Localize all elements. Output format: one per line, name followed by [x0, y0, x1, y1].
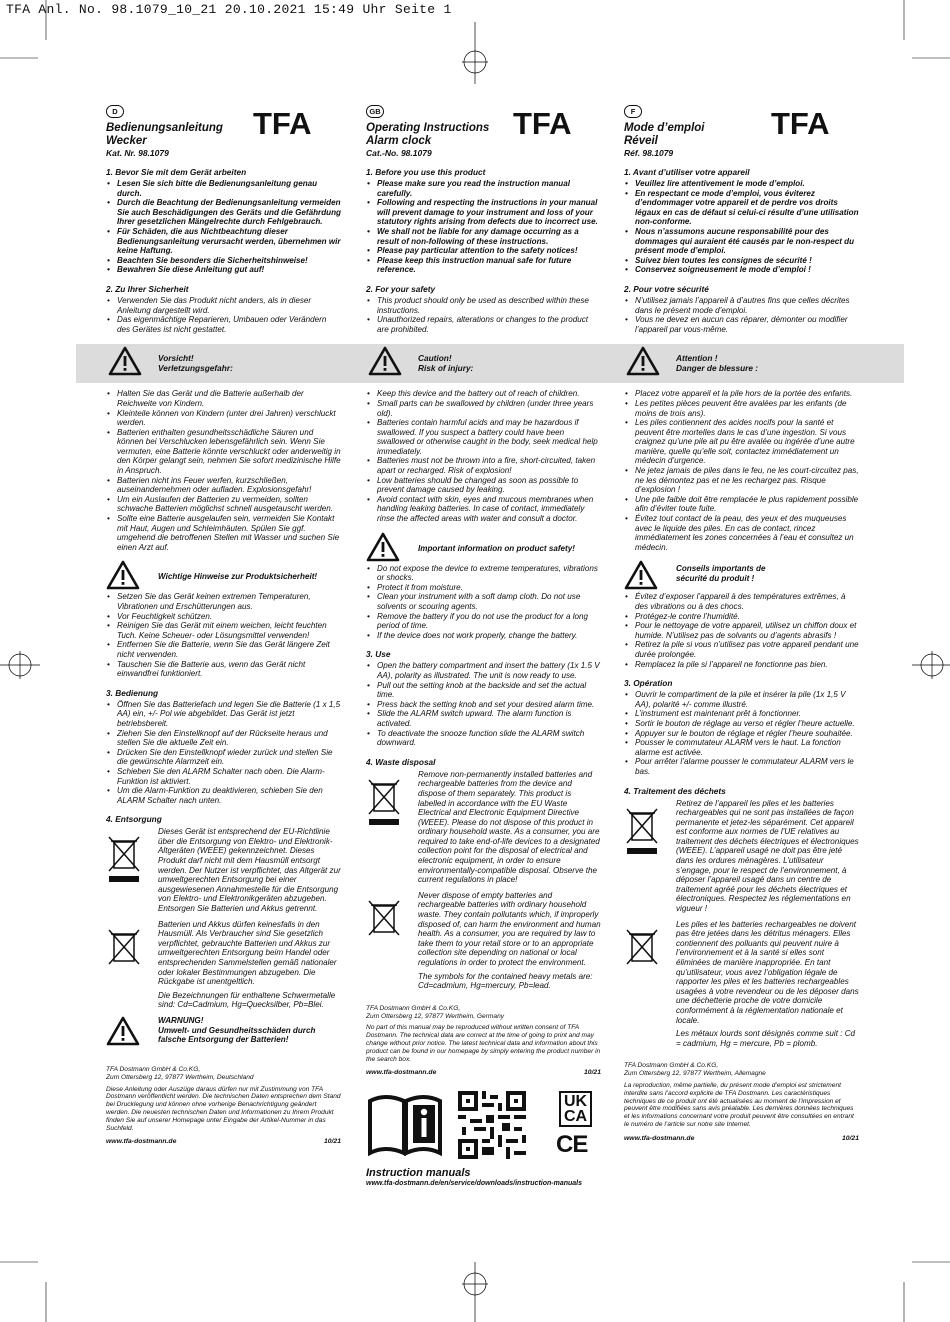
list-item: • This product should only be used as described within these instructions.: [377, 296, 601, 315]
list-item: • Retirez la pile si vous n’utilisez pas votre appareil pendant une durée prolongée.: [635, 640, 859, 659]
list-item: • Une pile faible doit être remplacée le plus rapidement possible afin d’éviter toute fuite.: [635, 495, 859, 514]
section-heading: 3. Bedienung: [106, 687, 159, 698]
ce-mark: CE: [556, 1131, 588, 1159]
section-heading: 1. Avant d’utiliser votre appareil: [624, 167, 750, 177]
caution-band: [76, 344, 361, 383]
list-item: • Clean your instrument with a soft damp cloth. Do not use solvents or scouring agents.: [377, 592, 601, 611]
battery-waste-block: [366, 891, 601, 991]
list-item: • Avoid contact with skin, eyes and mucous membranes when handling leaking batteries. In case of contact, immediately rinse the affected areas with water and consult a doctor.: [377, 495, 601, 524]
ukca-mark: UK CA: [559, 1091, 592, 1127]
list-item: • Protect it from moisture.: [377, 583, 601, 593]
section-heading: 1. Before you use this product: [366, 167, 486, 177]
battery-waste-block: [624, 920, 859, 1049]
list-item: • N’utilisez jamais l’appareil à d’autres fins que celles décrites dans le présent mode d’emploi.: [635, 296, 859, 315]
list-item: • L’instrument est maintenant prêt à fonctionner.: [635, 709, 859, 719]
language-badge: F: [624, 105, 642, 118]
section-heading: 2. For your safety: [366, 283, 436, 294]
warning-triangle-icon: [106, 1016, 140, 1046]
list-item: • Öffnen Sie das Batteriefach und legen Sie die Batterie (1 x 1,5 AA) ein, +/- Pol wie abgebildet. Das Gerät ist jetzt betriebsbereit.: [117, 700, 341, 729]
qr-code-icon[interactable]: [458, 1091, 526, 1159]
list-item: • Ne jetez jamais de piles dans le feu, ne les court-circuitez pas, ne les démontez pas et ne les rechargez pas. Risque d’explosion !: [635, 466, 859, 495]
section-heading: 3. Use: [366, 649, 391, 660]
section-heading: 2. Pour votre sécurité: [624, 283, 709, 294]
product-title: Alarm clock: [366, 135, 432, 147]
list-item: • Sollte eine Batterie ausgelaufen sein, vermeiden Sie Kontakt mit Haut, Augen und Schleimhäuten. Spülen Sie ggf. umgehend die betroffenen Stellen mit Wasser und suchen Sie einen Arzt auf.: [117, 514, 341, 552]
section-heading: 2. Zu Ihrer Sicherheit: [106, 283, 189, 294]
list-item: • Do not expose the device to extreme temperatures, vibrations or shocks.: [377, 564, 601, 583]
section-heading: 4. Entsorgung: [106, 814, 162, 825]
column-french: [624, 105, 859, 1143]
caution-band: [594, 344, 904, 383]
list-item: • Évitez tout contact de la peau, des yeux et des muqueuses avec le liquide des piles. En cas de contact, rincez immédiatement les zones concernées à l’eau et consultez un médecin.: [635, 514, 859, 552]
crossed-bin-icon: [366, 897, 402, 949]
product-safety-block: [624, 560, 859, 592]
battery-waste-block: [106, 920, 341, 1010]
environment-warning-block: [106, 1016, 341, 1048]
list-item: • If the device does not work properly, change the battery.: [377, 631, 601, 641]
crossed-bin-icon: [624, 926, 660, 978]
heavy-metals-text: The symbols for the contained heavy metals are: Cd=cadmium, Hg=mercury, Pb=lead.: [418, 971, 593, 991]
language-badge: GB: [366, 105, 384, 118]
list-item: • Batterien nicht ins Feuer werfen, kurzschließen, auseinandernehmen oder aufladen. Explosionsgefahr!: [117, 476, 341, 495]
caution-band: [336, 344, 621, 383]
crossed-bin-icon: [624, 805, 660, 857]
edition-date: 10/21: [323, 1138, 341, 1146]
legal-notice: Diese Anleitung oder Auszüge daraus dürfen nur mit Zustimmung von TFA Dostmann veröffentlicht werden. Die technischen Daten entsprechen dem Stand bei Drucklegung und können ohne vorherige Benachrichtigung geändert werden. Die neuesten technischen Daten und Informationen zu Ihrem Produkt finden Sie auf unserer Homepage unter Eingabe der Artikel-Nummer in das Suchfeld.: [106, 1085, 341, 1132]
list-item: • Um die Alarm-Funktion zu deaktivieren, schieben Sie den ALARM Schalter nach unten.: [117, 786, 341, 805]
list-item: • Slide the ALARM switch upward. The alarm function is activated.: [377, 709, 601, 728]
list-item: • Les piles contiennent des acides nocifs pour la santé et peuvent être mortelles dans le cas d’une ingestion. Si vous craignez qu’une pile ait pu être avalée ou ingérée d’une autre manière, quelle qu’elle soit, contactez immédiatement un médecin d’urgence.: [635, 418, 859, 466]
waste-block: [624, 799, 859, 914]
product-safety-block: [366, 532, 601, 564]
svg-text:TFA: TFA: [513, 108, 572, 138]
caution-subtitle: Danger de blessure :: [676, 363, 759, 374]
list-item: • Vor Feuchtigkeit schützen.: [117, 612, 341, 622]
svg-text:TFA: TFA: [253, 108, 312, 138]
list-item: • Remplacez la pile si l’appareil ne fonctionne pas bien.: [635, 660, 859, 670]
catalog-number: Réf. 98.1079: [624, 148, 674, 158]
list-item: • En respectant ce mode d’emploi, vous éviterez d’endommager votre appareil et de perdre vos droits légaux en cas de défaut si celui-ci résulte d’une utilisation non-conforme.: [635, 189, 859, 227]
list-item: • Please pay particular attention to the safety notices!: [377, 246, 601, 256]
section-heading: 1. Bevor Sie mit dem Gerät arbeiten: [106, 167, 247, 177]
caution-subtitle: Risk of injury:: [418, 363, 474, 374]
caution-title: Caution!: [418, 353, 452, 364]
column-english: [366, 105, 601, 1188]
product-title: Réveil: [624, 135, 658, 147]
instruction-manuals-url[interactable]: www.tfa-dostmann.de/en/service/downloads/instruction-manuals: [366, 1179, 582, 1187]
legal-notice: La reproduction, même partielle, du présent mode d’emploi est strictement interdite sans l’accord explicite de TFA Dostmann. Les caractéristiques techniques de ce produit ont été actualisées au moment de l’impression et peuvent être modifiées sans avis préalable. Les dernières données techniques et les informations concernant votre produit peuvent être consultées en entrant le numéro de l’article sur notre site Internet.: [624, 1081, 854, 1128]
edition-date: 10/21: [583, 1069, 601, 1077]
waste-block: [106, 827, 341, 913]
tfa-logo-icon: [253, 108, 341, 138]
list-item: • Veuillez lire attentivement le mode d’emploi.: [635, 179, 859, 189]
caution-title: Vorsicht!: [158, 353, 194, 364]
list-item: • Low batteries should be changed as soon as possible to prevent damage caused by leaking.: [377, 476, 601, 495]
list-item: • Bewahren Sie diese Anleitung gut auf!: [117, 265, 341, 275]
list-item: • Das eigenmächtige Reparieren, Umbauen oder Verändern des Gerätes ist nicht gestattet.: [117, 315, 341, 334]
section-heading: 4. Waste disposal: [366, 756, 436, 767]
website-link[interactable]: www.tfa-dostmann.de: [106, 1138, 177, 1146]
list-item: • Pull out the setting knob at the backside and set the actual time.: [377, 681, 601, 700]
list-item: • Reinigen Sie das Gerät mit einem weichen, leicht feuchten Tuch. Keine Scheuer- oder Lösungsmittel verwenden!: [117, 621, 341, 640]
list-item: • Pour arrêter l’alarme pousser le commutateur ALARM vers le bas.: [635, 757, 859, 776]
list-item: • Verwenden Sie das Produkt nicht anders, als in dieser Anleitung dargestellt wird.: [117, 296, 341, 315]
list-item: • Um ein Auslaufen der Batterien zu vermeiden, sollten schwache Batterien möglichst schnell ausgetauscht werden.: [117, 495, 341, 514]
waste-text: Dieses Gerät ist entsprechend der EU-Richtlinie über die Entsorgung von Elektro- und Elektronik-Altgeräten (WEEE) gekennzeichnet. Dieses Produkt darf nicht mit dem Hausmüll entsorgt werden. Der Nutzer ist verpflichtet, das Altgerät zur umweltgerechten Entsorgung bei einer ausgewiesenen Annahmestelle für die Entsorgung von Elektro- und Elektronikgeräten abzugeben. Entsorgen Sie Batterien und Akkus getrennt.: [158, 827, 341, 914]
catalog-number: Cat.-No. 98.1079: [366, 148, 432, 158]
list-item: • Ziehen Sie den Einstellknopf auf der Rückseite heraus und stellen Sie die aktuelle Zeit ein.: [117, 729, 341, 748]
print-header-line: TFA Anl. No. 98.1079_10_21 20.10.2021 15:49 Uhr Seite 1: [6, 2, 452, 17]
crossed-bin-icon: [106, 926, 142, 978]
company-name: TFA Dostmann GmbH & Co.KG,: [106, 1065, 201, 1073]
website-link[interactable]: www.tfa-dostmann.de: [366, 1069, 437, 1077]
manual-book-info-icon: [366, 1091, 444, 1157]
list-item: • Appuyer sur le bouton de réglage et régler l’heure souhaitée.: [635, 729, 859, 739]
warning-title: WARNUNG!: [158, 1015, 204, 1025]
crossed-bin-icon: [366, 776, 402, 828]
tfa-logo-icon: [771, 108, 859, 138]
list-item: • Durch die Beachtung der Bedienungsanleitung vermeiden Sie auch Beschädigungen des Geräts und die Gefährdung Ihrer gesetzlichen Mängelrechte durch Fehlgebrauch.: [117, 198, 341, 227]
list-item: • Nous n’assumons aucune responsabilité pour des dommages qui auraient été causés par le non-respect du présent mode d’emploi.: [635, 227, 859, 256]
product-safety-title: Conseils importants de sécurité du produit !: [676, 564, 766, 583]
list-item: • Halten Sie das Gerät und die Batterie außerhalb der Reichweite von Kindern.: [117, 389, 341, 408]
list-item: • To deactivate the snooze function slide the ALARM switch downward.: [377, 729, 601, 748]
list-item: • Protégez-le contre l’humidité.: [635, 612, 859, 622]
list-item: • Les petites pièces peuvent être avalées par les enfants (de moins de trois ans).: [635, 399, 859, 418]
list-item: • Lesen Sie sich bitte die Bedienungsanleitung genau durch.: [117, 179, 341, 198]
battery-waste-text: Batterien und Akkus dürfen keinesfalls in den Hausmüll. Als Verbraucher sind Sie gesetzlich verpflichtet, gebrauchte Batterien und Akkus zur umweltgerechten Entsorgung beim Handel oder entsprechenden Sammelstellen gemäß nationaler oder lokaler Bestimmungen abzugeben. Die Rückgabe ist unentgeltlich.: [158, 919, 337, 987]
list-item: • Please make sure you read the instruction manual carefully.: [377, 179, 601, 198]
waste-block: [366, 770, 601, 885]
heavy-metals-text: Les métaux lourds sont désignés comme suit : Cd = cadmium, Hg = mercure, Pb = plomb.: [676, 1029, 856, 1048]
product-safety-block: [106, 560, 341, 592]
list-item: • Batteries must not be thrown into a fire, short-circuited, taken apart or recharged. Risk of explosion!: [377, 456, 601, 475]
svg-text:TFA: TFA: [771, 108, 830, 138]
list-item: • Für Schäden, die aus Nichtbeachtung dieser Bedienungsanleitung verursacht werden, übernehmen wir keine Haftung.: [117, 227, 341, 256]
list-item: • Schieben Sie den ALARM Schalter nach oben. Die Alarm-Funktion ist aktiviert.: [117, 767, 341, 786]
column-german: [106, 105, 341, 1146]
waste-text: Retirez de l’appareil les piles et les batteries rechargeables qui ne sont pas installées de façon permanente et jetez-les séparément. Cet appareil est conforme aux normes de l’UE relatives au traitement des déchets électriques et électroniques (WEEE). L’appareil usagé ne doit pas être jeté dans les ordures ménagères. L’utilisateur s’engage, pour le respect de l’environnement, à déposer l’appareil usagé dans un centre de traitement agréé pour les déchets électriques et électroniques. Respectez les réglementations en vigueur !: [676, 798, 859, 914]
catalog-number: Kat. Nr. 98.1079: [106, 148, 169, 158]
warning-text: Umwelt- und Gesundheitsschäden durch falsche Entsorgung der Batterien!: [158, 1025, 316, 1045]
list-item: • We shall not be liable for any damage occurring as a result of non-following of these instructions.: [377, 227, 601, 246]
caution-title: Attention !: [676, 353, 718, 364]
manual-title: Bedienungsanleitung: [106, 122, 223, 134]
company-address: Zum Ottersberg 12, 97877 Wertheim, Deutschland: [106, 1073, 254, 1081]
warning-triangle-icon: [108, 346, 142, 376]
list-item: • Entfernen Sie die Batterie, wenn Sie das Gerät längere Zeit nicht verwenden.: [117, 640, 341, 659]
product-title: Wecker: [106, 135, 147, 147]
caution-subtitle: Verletzungsgefahr:: [158, 363, 233, 374]
website-link[interactable]: www.tfa-dostmann.de: [624, 1134, 695, 1142]
list-item: • Keep this device and the battery out of reach of children.: [377, 389, 601, 399]
warning-triangle-icon: [624, 560, 658, 590]
list-item: • Pousser le commutateur ALARM vers le haut. La fonction alarme est activée.: [635, 738, 859, 757]
language-badge: D: [106, 105, 124, 118]
tfa-logo-icon: [513, 108, 601, 138]
list-item: • Kleinteile können von Kindern (unter drei Jahren) verschluckt werden.: [117, 409, 341, 428]
warning-triangle-icon: [106, 560, 140, 590]
product-safety-title: Important information on product safety!: [418, 543, 575, 553]
list-item: • Unauthorized repairs, alterations or changes to the product are prohibited.: [377, 315, 601, 334]
manual-title: Operating Instructions: [366, 122, 490, 134]
list-item: • Drücken Sie den Einstellknopf wieder zurück und stellen Sie die gewünschte Alarmzeit ein.: [117, 748, 341, 767]
list-item: • Batteries contain harmful acids and may be hazardous if swallowed. If you suspect a battery could have been swallowed or otherwise caught in the body, seek medical help immediately.: [377, 418, 601, 456]
crossed-bin-icon: [106, 833, 142, 885]
list-item: • Suivez bien toutes les consignes de sécurité !: [635, 256, 859, 266]
list-item: • Beachten Sie besonders die Sicherheitshinweise!: [117, 256, 341, 266]
list-item: • Ouvrir le compartiment de la pile et insérer la pile (1x 1,5 V AA), polarité +/- comme illustré.: [635, 690, 859, 709]
list-item: • Évitez d’exposer l’appareil à des températures extrêmes, à des vibrations ou à des chocs.: [635, 592, 859, 611]
product-safety-title: Wichtige Hinweise zur Produktsicherheit!: [158, 572, 318, 582]
waste-text: Remove non-permanently installed batteries and rechargeable batteries from the device and dispose of them separately. This product is labelled in accordance with the EU Waste Electrical and Electronic Equipment Directive (WEEE). Please do not dispose of this product in ordinary household waste. As a consumer, you are required to take end-of-life devices to a designated collection point for the disposal of electrical and electronic equipment, in order to ensure environmentally-compatible disposal. Observe the current regulations in place!: [418, 769, 600, 885]
company-address: Zum Ottersberg 12, 97877 Wertheim, Germany: [366, 1012, 505, 1020]
list-item: • Conservez soigneusement le mode d’emploi !: [635, 265, 859, 275]
list-item: • Remove the battery if you do not use the product for a long period of time.: [377, 612, 601, 631]
edition-date: 10/21: [841, 1134, 859, 1142]
heavy-metals-text: Die Bezeichnungen für enthaltene Schwermetalle sind: Cd=Cadmium, Hg=Quecksilber, Pb=Blei.: [158, 990, 336, 1010]
section-heading: 4. Traitement des déchets: [624, 785, 726, 796]
section-heading: 3. Opération: [624, 678, 673, 689]
legal-notice: No part of this manual may be reproduced without written consent of TFA Dostmann. The technical data are correct at the time of going to print and may change without prior notice. The latest technical data and information about this product can be found in our homepage by simply entering the product number in the search box.: [366, 1024, 601, 1063]
company-name: TFA Dostmann GmbH & Co.KG,: [624, 1062, 719, 1070]
company-name: TFA Dostmann GmbH & Co.KG,: [366, 1004, 461, 1012]
list-item: • Sortir le bouton de réglage au verso et régler l’heure actuelle.: [635, 719, 859, 729]
instruction-manuals-label: Instruction manuals: [366, 1167, 471, 1180]
list-item: • Please keep this instruction manual safe for future reference.: [377, 256, 601, 275]
list-item: • Tauschen Sie die Batterie aus, wenn das Gerät nicht einwandfrei funktioniert.: [117, 660, 341, 679]
warning-triangle-icon: [366, 532, 400, 562]
list-item: • Batterien enthalten gesundheitsschädliche Säuren und können bei Verschlucken lebensgefährlich sein. Wenn Sie vermuten, eine Batterie könnte verschluckt oder anderweitig in den Körper gelangt sein, nehmen Sie sofort medizinische Hilfe in Anspruch.: [117, 428, 341, 476]
battery-waste-text: Never dispose of empty batteries and rechargeable batteries with ordinary household waste. They contain pollutants which, if improperly disposed of, can harm the environment and human health. As a consumer, you are required by law to take them to your retail store or to an appropriate collection site depending on national or local regulations in order to protect the environment.: [418, 890, 601, 967]
list-item: • Pour le nettoyage de votre appareil, utilisez un chiffon doux et humide. N’utilisez pas de solvants ou d’agents abrasifs !: [635, 621, 859, 640]
list-item: • Small parts can be swallowed by children (under three years old).: [377, 399, 601, 418]
list-item: • Vous ne devez en aucun cas réparer, démonter ou modifier l’appareil par vous-même.: [635, 315, 859, 334]
list-item: • Press back the setting knob and set your desired alarm time.: [377, 700, 601, 710]
company-address: Zum Ottersberg 12, 97877 Wertheim, Allemagne: [624, 1070, 766, 1078]
list-item: • Placez votre appareil et la pile hors de la portée des enfants.: [635, 389, 859, 399]
list-item: • Following and respecting the instructions in your manual will prevent damage to your instrument and loss of your statutory rights arising from defects due to incorrect use.: [377, 198, 601, 227]
warning-triangle-icon: [368, 346, 402, 376]
list-item: • Setzen Sie das Gerät keinen extremen Temperaturen, Vibrationen und Erschütterungen aus.: [117, 592, 341, 611]
battery-waste-text: Les piles et les batteries rechargeables ne doivent pas être jetées dans les détritus ménagers. Elles contiennent des polluants qui peuvent nuire à l’environnement et à la santé si elles sont éliminées de manière inappropriée. En tant qu’utilisateur, vous avez l’obligation légale de rapporter les piles et les batteries rechargeables usagées à votre revendeur ou de les déposer dans une déchetterie proche de votre domicile conformément à la réglementation nationale et locale.: [676, 919, 859, 1025]
manual-title: Mode d’emploi: [624, 122, 705, 134]
list-item: • Open the battery compartment and insert the battery (1x 1.5 V AA), polarity as illustrated. The unit is now ready to use.: [377, 661, 601, 680]
warning-triangle-icon: [626, 346, 660, 376]
certification-row: [366, 1091, 601, 1169]
